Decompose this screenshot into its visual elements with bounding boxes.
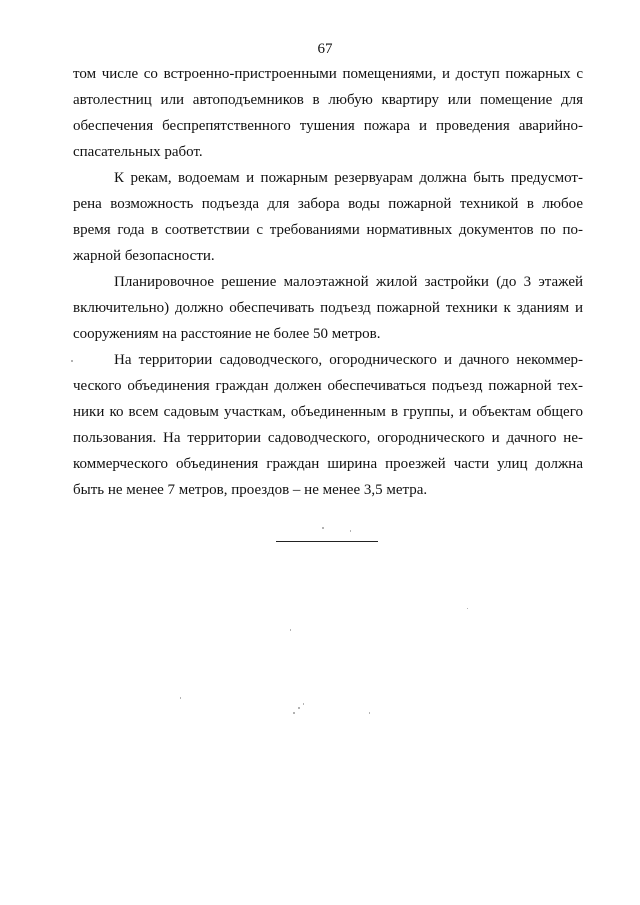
scan-speck [369, 712, 370, 714]
paragraph-line: время года в соответствии с требованиями нормативных документов по по- [73, 222, 583, 238]
scan-speck [71, 360, 73, 362]
paragraph-line: обеспечения беспрепятственного тушения пожара и проведения аварийно- [73, 118, 583, 134]
scan-speck [298, 707, 300, 709]
paragraph-line: ники ко всем садовым участкам, объединенным в группы, и объектам общего [73, 404, 583, 420]
body-text [73, 61, 583, 503]
paragraph-line: включительно) должно обеспечивать подъезд пожарной техники к зданиям и [73, 300, 583, 316]
paragraph-line: На территории садоводческого, огороднического и дачного некоммер- [114, 352, 583, 368]
paragraph-line: том числе со встроенно-пристроенными помещениями, и доступ пожарных с [73, 66, 583, 82]
scan-speck [290, 629, 291, 631]
scan-speck [467, 608, 468, 609]
scan-speck [350, 530, 351, 532]
page-number: 67 [317, 41, 333, 57]
paragraph-3 [73, 269, 583, 347]
end-of-text-rule [276, 541, 378, 542]
paragraph-2 [73, 165, 583, 269]
paragraph-line: автолестниц или автоподъемников в любую квартиру или помещение для [73, 92, 583, 108]
paragraph-line: коммерческого объединения граждан ширина проезжей части улиц должна [73, 456, 583, 472]
scan-speck [293, 712, 295, 714]
paragraph-line: рена возможность подъезда для забора воды пожарной техникой в любое [73, 196, 583, 212]
paragraph-line: быть не менее 7 метров, проездов – не менее 3,5 метра. [73, 482, 428, 498]
paragraph-line: сооружениям на расстояние не более 50 метров. [73, 326, 381, 342]
scan-speck [322, 527, 324, 529]
paragraph-line: жарной безопасности. [73, 248, 215, 264]
paragraph-line: ческого объединения граждан должен обеспечиваться подъезд пожарной тех- [73, 378, 583, 394]
paragraph-line: К рекам, водоемам и пожарным резервуарам должна быть предусмот- [114, 170, 583, 186]
paragraph-1 [73, 61, 583, 165]
scan-speck [180, 697, 181, 699]
paragraph-line: пользования. На территории садоводческого, огороднического и дачного не- [73, 430, 583, 446]
paragraph-4 [73, 347, 583, 503]
paragraph-line: спасательных работ. [73, 144, 203, 160]
scan-speck [303, 703, 304, 705]
paragraph-line: Планировочное решение малоэтажной жилой застройки (до 3 этажей [114, 274, 583, 290]
